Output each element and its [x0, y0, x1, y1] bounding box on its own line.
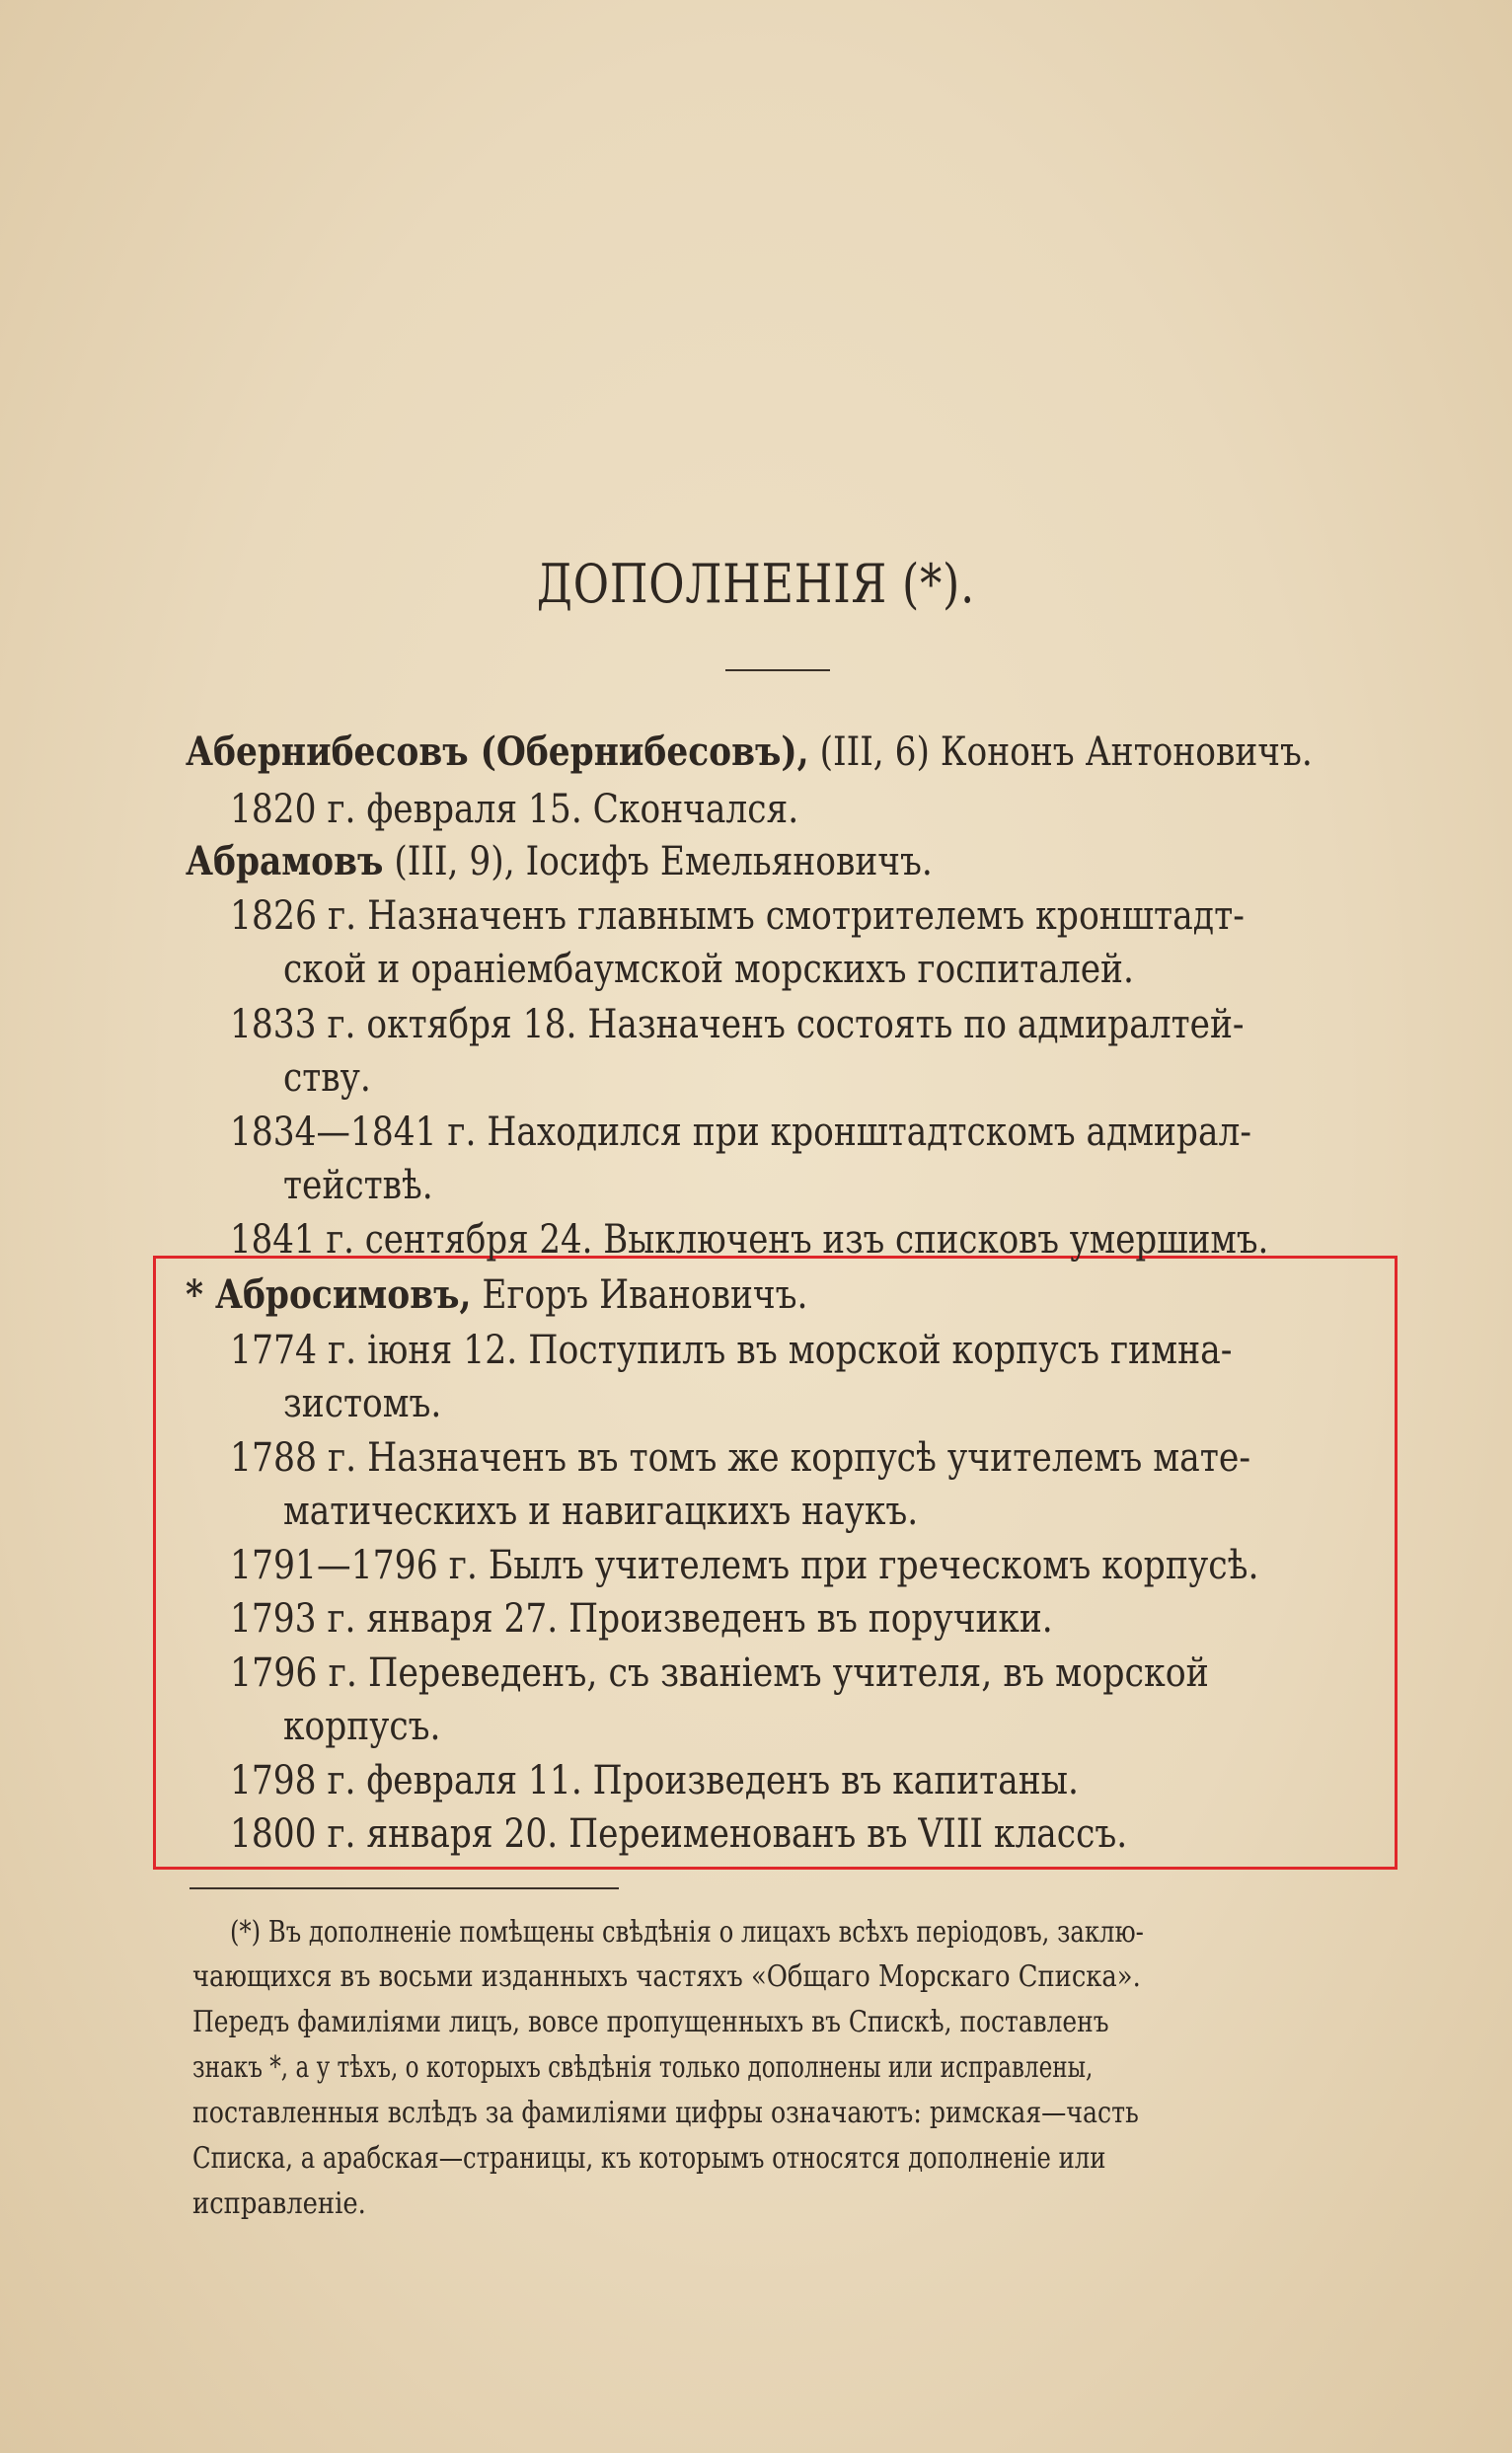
entry-line: 1798 г. февраля 11. Произведенъ въ капитаны. — [230, 1758, 1079, 1803]
entry-line: 1774 г. іюня 12. Поступилъ въ морской корпусъ гимна- — [230, 1328, 1233, 1373]
footnote-line: знакъ *, а у тѣхъ, о которыхъ свѣдѣнія только дополнены или исправлены, — [192, 2050, 1094, 2085]
entry-name: Абрамовъ — [186, 838, 384, 884]
footnote-rule — [189, 1887, 619, 1889]
entry-line: 1788 г. Назначенъ въ томъ же корпусѣ учителемъ мате- — [230, 1435, 1251, 1481]
footnote-line: Передъ фамиліями лицъ, вовсе пропущенныхъ въ Спискѣ, поставленъ — [192, 2005, 1109, 2039]
entry-line: 1834—1841 г. Находился при кронштадтскомъ адмирал- — [230, 1110, 1251, 1155]
entry-line: 1793 г. января 27. Произведенъ въ поручики. — [230, 1596, 1053, 1642]
entry-line: 1796 г. Переведенъ, съ званіемъ учителя, въ морской — [230, 1650, 1209, 1696]
entry-line: ской и ораніембаумской морскихъ госпиталей. — [283, 947, 1134, 992]
entry-line: тействѣ. — [283, 1163, 433, 1208]
entry-details: (III, 6) Кононъ Антоновичъ. — [808, 729, 1313, 775]
page-title: ДОПОЛНЕНІЯ (*). — [536, 553, 976, 615]
footnote-line: исправленіе. — [192, 2186, 366, 2221]
new-entry-star: * — [186, 1271, 215, 1318]
entry-line: 1841 г. сентября 24. Выключенъ изъ списковъ умершимъ. — [230, 1217, 1269, 1263]
entry-line: матическихъ и навигацкихъ наукъ. — [283, 1489, 919, 1534]
entry-line: 1826 г. Назначенъ главнымъ смотрителемъ кронштадт- — [230, 893, 1245, 939]
entry-line: 1833 г. октября 18. Назначенъ состоять по адмиралтей- — [230, 1002, 1245, 1047]
entry-header-abrosimov — [186, 1271, 808, 1318]
entry-name: Абернибесовъ (Обернибесовъ), — [186, 728, 809, 775]
footnote-line: (*) Въ дополненіе помѣщены свѣдѣнія о лицахъ всѣхъ періодовъ, заклю- — [230, 1915, 1144, 1950]
entry-line: 1820 г. февраля 15. Скончался. — [230, 787, 799, 832]
entry-line: корпусъ. — [283, 1704, 441, 1749]
entry-details: (III, 9), Іосифъ Емельяновичъ. — [383, 839, 933, 884]
entry-line: ству. — [283, 1055, 371, 1101]
footnote-line: поставленныя вслѣдъ за фамиліями цифры означаютъ: римская—часть — [192, 2096, 1139, 2130]
entry-header-abernibesov — [186, 728, 1313, 775]
title-rule — [725, 669, 830, 671]
footnote-line: Списка, а арабская—страницы, къ которымъ относятся дополненіе или — [192, 2141, 1106, 2176]
footnote-line: чающихся въ восьми изданныхъ частяхъ «Общаго Морскаго Списка». — [192, 1959, 1141, 1994]
entry-line: 1791—1796 г. Былъ учителемъ при греческомъ корпусѣ. — [230, 1543, 1259, 1588]
entry-details: Егоръ Ивановичъ. — [471, 1272, 808, 1318]
entry-header-abramov — [186, 838, 933, 884]
entry-line: 1800 г. января 20. Переименованъ въ VIII классъ. — [230, 1811, 1128, 1857]
entry-line: зистомъ. — [283, 1381, 442, 1426]
entry-name: Абросимовъ, — [214, 1271, 472, 1318]
